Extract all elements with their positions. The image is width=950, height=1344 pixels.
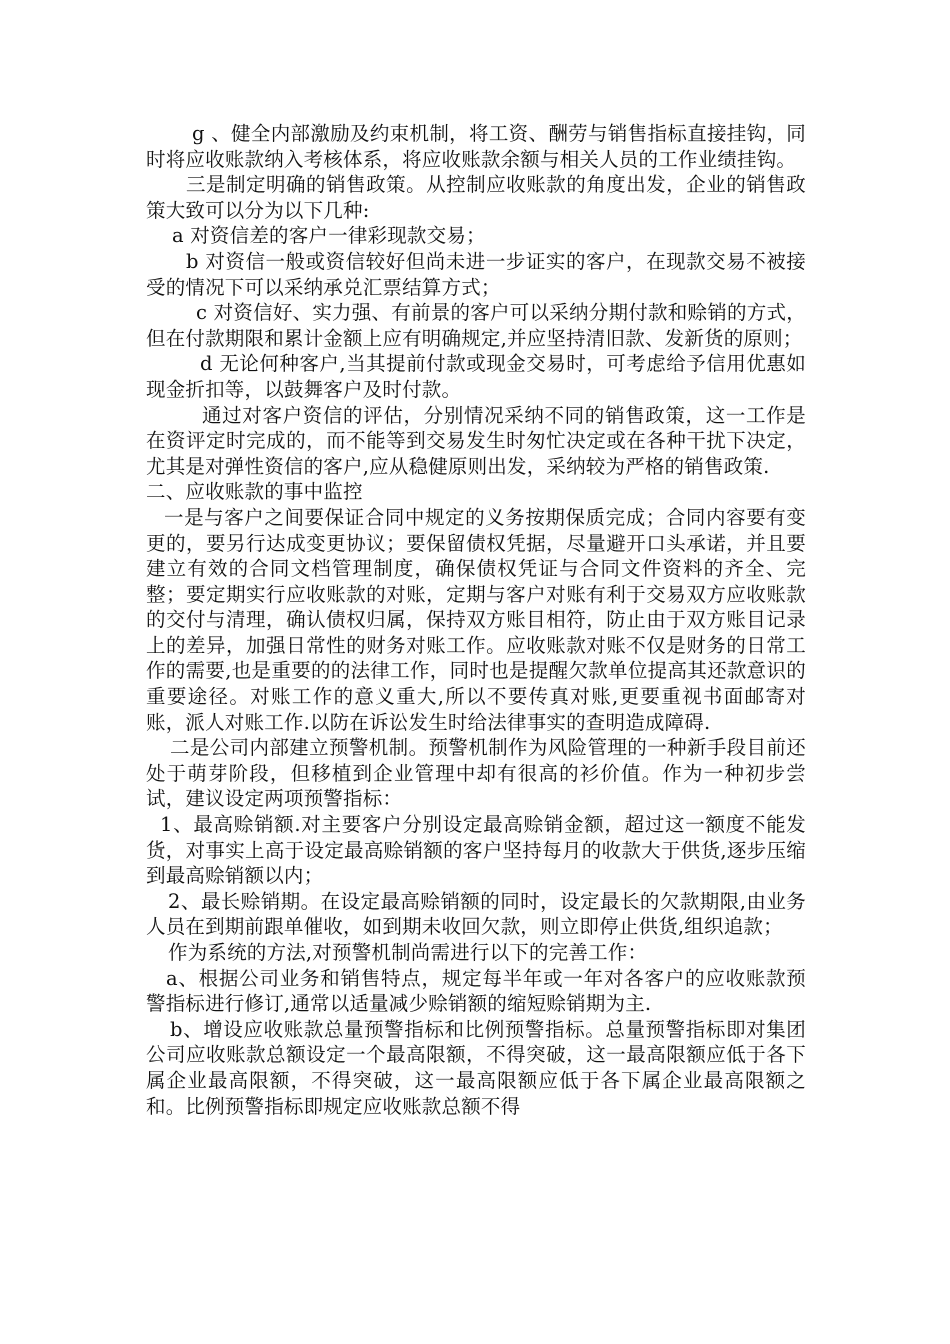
paragraph-improvement-a: a、根据公司业务和销售特点，规定每半年或一年对各客户的应收账款预警指标进行修订,通常以适量减少赊销额的缩短赊销期为主.: [146, 966, 806, 1016]
paragraph-contract-reconciliation: 一是与客户之间要保证合同中规定的义务按期保质完成；合同内容要有变更的，要另行达成变更协议；要保留债权凭据，尽量避开口头承诺，并且要建立有效的合同文档管理制度，确保债权凭证与合同文件资料的齐全、完整；要定期实行应收账款的对账，定期与客户对账有利于交易双方应收账款的交付与清理，确认债权归属，保持双方账目相符，防止由于双方账目记录上的差异，加强日常性的财务对账工作。应收账款对账不仅是财务的日常工作的需要,也是重要的的法律工作，同时也是提醒欠款单位提高其还款意识的重要途径。对账工作的意义重大,所以不要传真对账,更要重视书面邮寄对账，派人对账工作.以防在诉讼发生时给法律事实的查明造成障碍.: [146, 505, 806, 734]
paragraph-sales-policy-intro: 三是制定明确的销售政策。从控制应收账款的角度出发，企业的销售政策大致可以分为以下几种:: [146, 173, 806, 222]
paragraph-policy-c: c 对资信好、实力强、有前景的客户可以采纳分期付款和赊销的方式，但在付款期限和累计金额上应有明确规定,并应坚持清旧款、发新货的原则；: [146, 301, 806, 350]
paragraph-warning-mechanism: 二是公司内部建立预警机制。预警机制作为风险管理的一种新手段目前还处于萌芽阶段，但移植到企业管理中却有很高的衫价值。作为一种初步尝试，建议设定两项预警指标：: [146, 736, 806, 811]
paragraph-policy-a: a 对资信差的客户一律彩现款交易；: [172, 224, 486, 248]
paragraph-credit-evaluation: 通过对客户资信的评估，分别情况采纳不同的销售政策，这一工作是在资评定时完成的，而不能等到交易发生时匆忙决定或在各种干扰下决定，尤其是对弹性资信的客户,应从稳健原则出发，采纳较为严格的销售政策.: [146, 403, 806, 478]
paragraph-policy-d: d 无论何种客户,当其提前付款或现金交易时，可考虑给予信用优惠如现金折扣等，以鼓舞客户及时付款。: [146, 352, 806, 401]
paragraph-policy-b: b 对资信一般或资信较好但尚未进一步证实的客户，在现款交易不被接受的情况下可以采纳承兑汇票结算方式；: [146, 249, 806, 299]
section-heading-in-process-monitoring: 二、应收账款的事中监控: [146, 480, 363, 504]
paragraph-incentive-mechanism: g 、健全内部激励及约束机制，将工资、酬劳与销售指标直接挂钩，同时将应收账款纳入考核体系，将应收账款余额与相关人员的工作业绩挂钩。: [146, 122, 806, 171]
paragraph-max-credit-period: 2、最长赊销期。在设定最高赊销额的同时，设定最长的欠款期限,由业务人员在到期前跟单催收，如到期未收回欠款，则立即停止供货,组织追款；: [146, 889, 806, 939]
paragraph-max-credit-amount: 1、最高赊销额.对主要客户分别设定最高赊销金额，超过这一额度不能发货，对事实上高于设定最高赊销额的客户坚持每月的收款大于供货,逐步压缩到最高赊销额以内；: [146, 813, 806, 888]
paragraph-improvement-b: b、增设应收账款总量预警指标和比例预警指标。总量预警指标即对集团公司应收账款总额设定一个最高限额，不得突破，这一最高限额应低于各下属企业最高限额，不得突破，这一最高限额应低于各下属企业最高限额之和。比例预警指标即规定应收账款总额不得: [146, 1017, 806, 1118]
paragraph-improvement-intro: 作为系统的方法,对预警机制尚需进行以下的完善工作：: [168, 941, 648, 964]
document-body: [146, 121, 806, 1119]
